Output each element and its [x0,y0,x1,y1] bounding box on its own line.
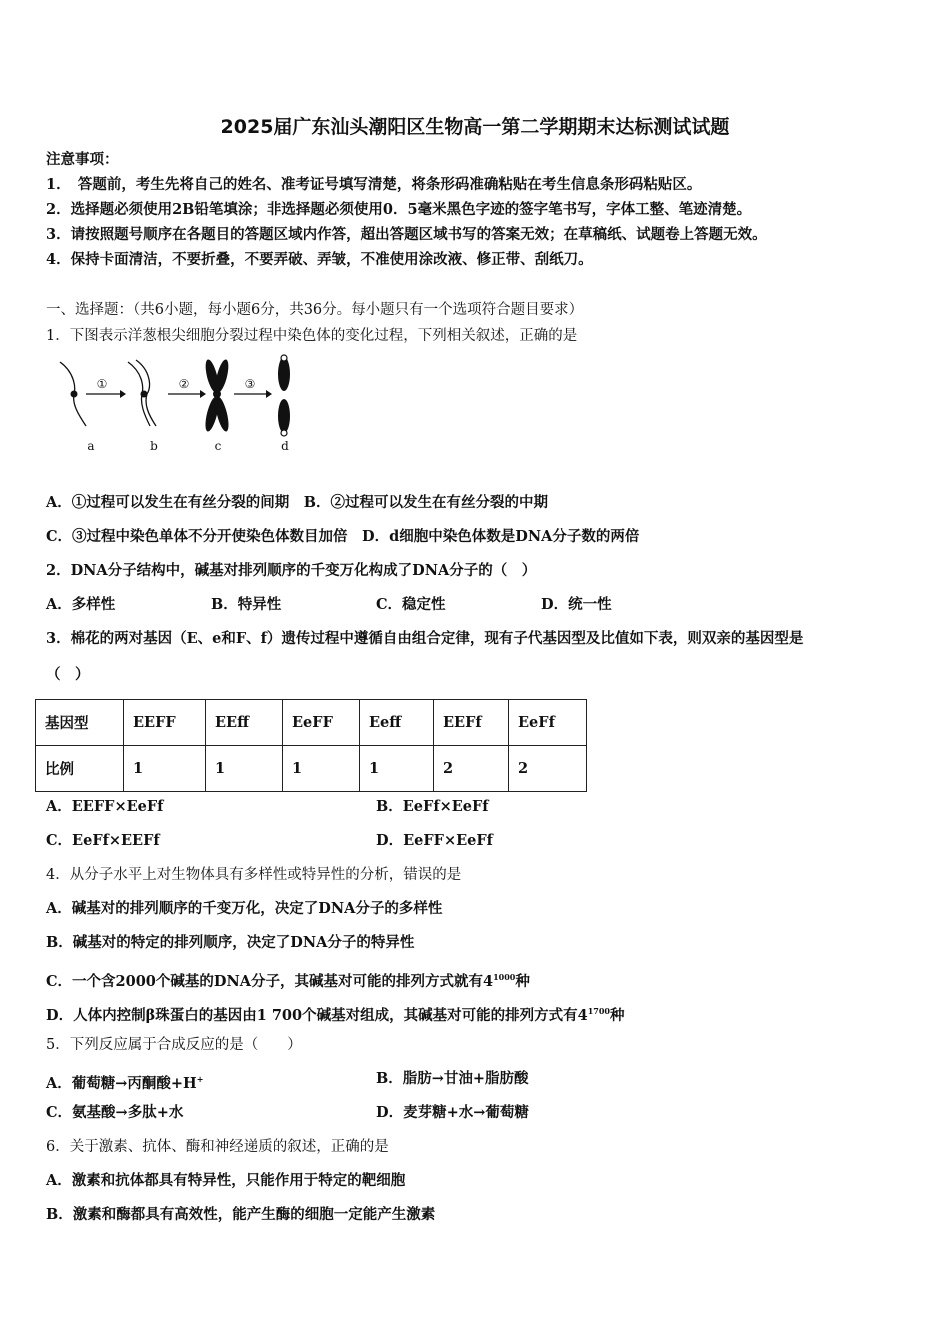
figure-label-b: b [150,439,158,453]
q1-options-row2: C．③过程中染色单体不分开使染色体数目加倍 D．d细胞中染色体数是DNA分子数的两倍 [46,528,640,545]
step-3-label: ③ [244,377,256,391]
q5-option-b: B．脂肪→甘油+脂肪酸 [376,1070,529,1087]
table-cell: 1 [124,746,206,792]
table-cell: EEFF [124,700,206,746]
q3-option-a: A．EEFF×EeFf [46,798,164,815]
q4-stem: 4．从分子水平上对生物体具有多样性或特异性的分析，错误的是 [46,867,462,883]
table-cell: 1 [283,746,360,792]
q6-stem: 6．关于激素、抗体、酶和神经递质的叙述，正确的是 [46,1139,389,1155]
section-heading: 一、选择题：（共6小题，每小题6分，共36分。每小题只有一个选项符合题目要求） [46,302,584,318]
centromere-a-icon [71,391,78,398]
notice-item-2: 2．选择题必须使用2B铅笔填涂；非选择题必须使用0．5毫米黑色字迹的签字笔书写，字体工整、笔迹清楚。 [46,201,752,218]
superscript-plus: + [196,1074,204,1084]
q5-option-a: A．葡萄糖→丙酮酸+H+ [46,1074,204,1092]
q6-option-a: A．激素和抗体都具有特异性，只能作用于特定的靶细胞 [46,1172,406,1189]
chromosome-figure [52,352,312,460]
table-cell: 1 [360,746,434,792]
figure-label-c: c [214,439,222,453]
table-cell: EeFf [509,700,587,746]
table-cell: 比例 [36,746,124,792]
table-cell: 2 [434,746,509,792]
step-2-label: ② [178,377,190,391]
q5-stem: 5．下列反应属于合成反应的是（ ） [46,1037,302,1053]
genotype-table [35,699,587,792]
q2-option-a: A．多样性 [46,596,116,613]
q4-option-b: B．碱基对的特定的排列顺序，决定了DNA分子的特异性 [46,934,415,951]
table-row [36,700,587,746]
table-row [36,746,587,792]
q3-option-c: C．EeFf×EEFf [46,832,160,849]
chromosome-c-icon [203,358,231,432]
exponent-1700: 1700 [587,1006,610,1016]
q2-option-c: C．稳定性 [376,596,446,613]
table-cell: 1 [206,746,283,792]
q3-option-b: B．EeFf×EeFf [376,798,489,815]
notice-item-3: 3．请按照题号顺序在各题目的答题区域内作答，超出答题区域书写的答案无效；在草稿纸、试题卷上答题无效。 [46,226,767,243]
table-cell: EEFf [434,700,509,746]
chromosome-d-icon [278,357,290,433]
q2-option-b: B．特异性 [211,596,282,613]
exponent-1000: 1000 [493,972,516,982]
notice-heading: 注意事项： [46,151,119,168]
table-cell: 2 [509,746,587,792]
q3-stem: 3．棉花的两对基因（E、e和F、f）遗传过程中遵循自由组合定律，现有子代基因型及比值如下表，则双亲的基因型是 [46,630,804,647]
table-cell: EEff [206,700,283,746]
centromere-b-icon [141,391,148,398]
q4-option-a: A．碱基对的排列顺序的千变万化，决定了DNA分子的多样性 [46,900,443,917]
q5-option-c: C．氨基酸→多肽+水 [46,1104,184,1121]
figure-label-a: a [87,439,95,453]
q5-option-d: D．麦芽糖+水→葡萄糖 [376,1104,529,1121]
q1-options-row1: A．①过程可以发生在有丝分裂的间期 B．②过程可以发生在有丝分裂的中期 [46,494,549,511]
q4-option-d: D．人体内控制β珠蛋白的基因由1 700个碱基对组成，其碱基对可能的排列方式有$4^{1700}$种 [46,1006,625,1024]
q2-option-d: D．统一性 [541,596,612,613]
q4-option-c: C．一个含2000个碱基的DNA分子，其碱基对可能的排列方式就有$4^{1000}$种 [46,972,530,990]
q6-option-b: B．激素和酶都具有高效性，能产生酶的细胞一定能产生激素 [46,1206,436,1223]
centromere-d-top-icon [281,355,287,361]
figure-label-d: d [281,439,289,453]
table-cell: EeFF [283,700,360,746]
notice-item-4: 4．保持卡面清洁，不要折叠，不要弄破、弄皱，不准使用涂改液、修正带、刮纸刀。 [46,251,593,268]
notice-item-1: 1． 答题前，考生先将自己的姓名、准考证号填写清楚，将条形码准确粘贴在考生信息条形码粘贴区。 [46,176,702,193]
step-1-label: ① [96,377,108,391]
q1-stem: 1．下图表示洋葱根尖细胞分裂过程中染色体的变化过程，下列相关叙述，正确的是 [46,328,578,344]
q2-stem: 2．DNA分子结构中，碱基对排列顺序的千变万化构成了DNA分子的（ ） [46,562,537,579]
q3-paren: （ ） [46,666,90,683]
table-cell: Eeff [360,700,434,746]
page-title: 2025届广东汕头潮阳区生物高一第二学期期末达标测试试题 [220,116,730,138]
table-cell: 基因型 [36,700,124,746]
q3-option-d: D．EeFF×EeFf [376,832,493,849]
centromere-d-bottom-icon [281,430,287,436]
